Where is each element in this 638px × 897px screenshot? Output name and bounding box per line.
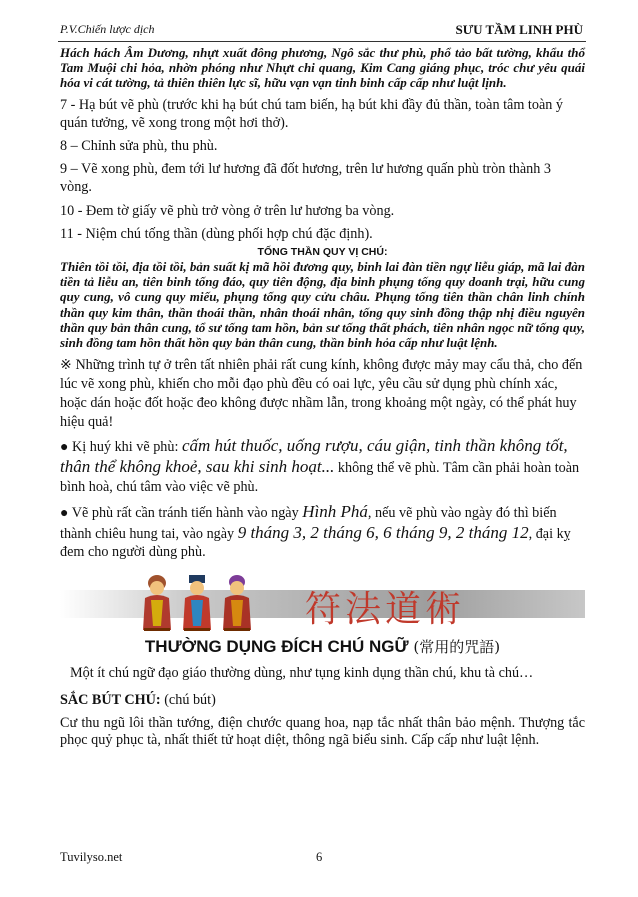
intro-paragraph: Một ít chú ngữ đạo giáo thường dùng, như tụng kinh dụng thần chú, khu tà chú… xyxy=(70,665,534,682)
section-title-vn: THƯỜNG DỤNG ĐÍCH CHÚ NGỮ xyxy=(144,637,409,657)
step-7: 7 - Hạ bút vẽ phù (trước khi hạ bút chú tam biến, hạ bút khi đầy đủ thần, toàn tâm toàn ý quán tưởng, vẽ xong trong một hơi thở). xyxy=(60,96,563,131)
banner-chinese-title: 符法道術 xyxy=(305,589,466,631)
sac-but-rest: (chú bút) xyxy=(160,692,216,709)
bullet-icon: ● xyxy=(60,440,69,456)
avoid-tail: , đại kỵ đem cho người dùng phù. xyxy=(60,525,571,561)
bullet-icon: ● xyxy=(60,505,69,521)
avoid-paragraph xyxy=(60,503,585,562)
note-paragraph xyxy=(60,356,585,431)
avoid-mid: , nếu vẽ phù vào ngày đó thì biến thành chiêu hung tai, vào ngày xyxy=(60,504,557,542)
incantation-top: Hách hách Âm Dương, nhựt xuất đông phương, Ngô sắc thư phù, phổ tảo bất tường, khẩu thổ Tam Muội chi hỏa, nhờn phóng như Nhựt chi quang, Kim Cang giáng phục, tróc chư yêu quái hóa vi cát tường, tả thiên thiên lực sĩ, hữu vạn vạn tinh binh cấp cấp như luật lịnh. xyxy=(60,45,585,91)
section-title-cn: (常用的咒語) xyxy=(413,638,501,657)
step-8: 8 – Chỉnh sửa phù, thu phù. xyxy=(60,138,218,155)
header-rule xyxy=(58,41,586,42)
avoid-lead: Vẽ phù rất cần tránh tiến hành vào ngày xyxy=(71,504,303,521)
avoid-emphasis-dates: 9 tháng 3, 2 tháng 6, 6 tháng 9, 2 tháng 12 xyxy=(237,522,529,542)
subheading: TỐNG THẦN QUY VỊ CHÚ: xyxy=(257,246,388,259)
header-left: P.V.Chiến lược dịch xyxy=(60,22,155,36)
sac-but-text: Cư thu ngũ lôi thần tướng, điện chước quang hoa, nạp tắc nhất thân bảo mệnh. Thượng tắc phọc quỷ phục tà, nhất thiết tử hoạt diệt, thông ngã biểu sinh. Cấp cấp như luật lệnh. xyxy=(60,715,585,749)
taboo-lead: Kị huý khi vẽ phù: xyxy=(72,439,182,456)
decorative-banner xyxy=(60,574,585,634)
footer-site: Tuvilyso.net xyxy=(60,850,123,864)
note-text: Những trình tự ở trên tất nhiên phải rất cung kính, không được mảy may cẩu thả, cho đến lúc vẽ xong phù, khiến cho mỗi đạo phù đều có oai lực, yêu cầu sử dụng phù chính xác, hoặc dán hoặc đốt hoặc đeo không được nhầm lẫn, trong khoảng một ngày, có thể phát huy hiệu quả! xyxy=(60,357,583,430)
avoid-emphasis-day: Hình Phá xyxy=(302,501,368,521)
deity-figure-icon xyxy=(220,574,254,632)
sac-but-label: SẮC BÚT CHÚ: xyxy=(60,692,161,709)
taboo-paragraph xyxy=(60,437,585,496)
header-right: SƯU TẦM LINH PHÙ xyxy=(455,22,583,37)
deity-figure-icon xyxy=(180,574,214,632)
step-9: 9 – Vẽ xong phù, đem tới lư hương đã đốt hương, trên lư hương quấn phù tròn thành 3 vòng. xyxy=(60,161,552,196)
sac-but-heading xyxy=(60,691,585,709)
step-10: 10 - Đem tờ giấy vẽ phù trở vòng ở trên lư hương ba vòng. xyxy=(60,202,395,219)
step-11: 11 - Niệm chú tống thần (dùng phối hợp chú đặc định). xyxy=(60,225,373,242)
taboo-tail: không thể vẽ phù. Tâm cần phải hoàn toàn bình hoà, chú tâm vào việc vẽ phù. xyxy=(60,460,580,496)
page-content xyxy=(60,45,585,749)
deity-figures xyxy=(140,574,254,632)
reference-mark-icon: ※ xyxy=(60,357,72,374)
incantation-tong-than: Thiên tồi tồi, địa tồi tồi, bản suất kị mã hồi đương quy, binh lai đàn tiền ngự liễu giáp, mã lai đàn tiền tả liễu an, tiên binh tống đáo, quy tiên động, địa binh phụng tống quy doanh trại, hữu cung quy cung, vô cung quy miếu, phụng tống quy cửu châu. Phụng tống tiên thần chân linh chính thần quy kim thân, thần thoái thần, nhân thoái nhân, tống quy sinh đồng thập nhị điều nguyên thần quy bản thân cung, tổ sư tống tam hồn, bản sư tống thất phách, tiên nhân ngọc nữ tống quy, sinh đồng tam hồn thất hồn quy bản thân cung, thần binh hỏa cấp như luật lệnh. xyxy=(60,259,585,351)
section-title xyxy=(60,636,585,658)
page-number: 6 xyxy=(316,850,323,864)
deity-figure-icon xyxy=(140,574,174,632)
taboo-emphasis: cấm hút thuốc, uống rượu, cáu giận, tinh thần không tốt, thân thể không khoẻ, sau khi sinh hoạt... xyxy=(60,436,568,477)
